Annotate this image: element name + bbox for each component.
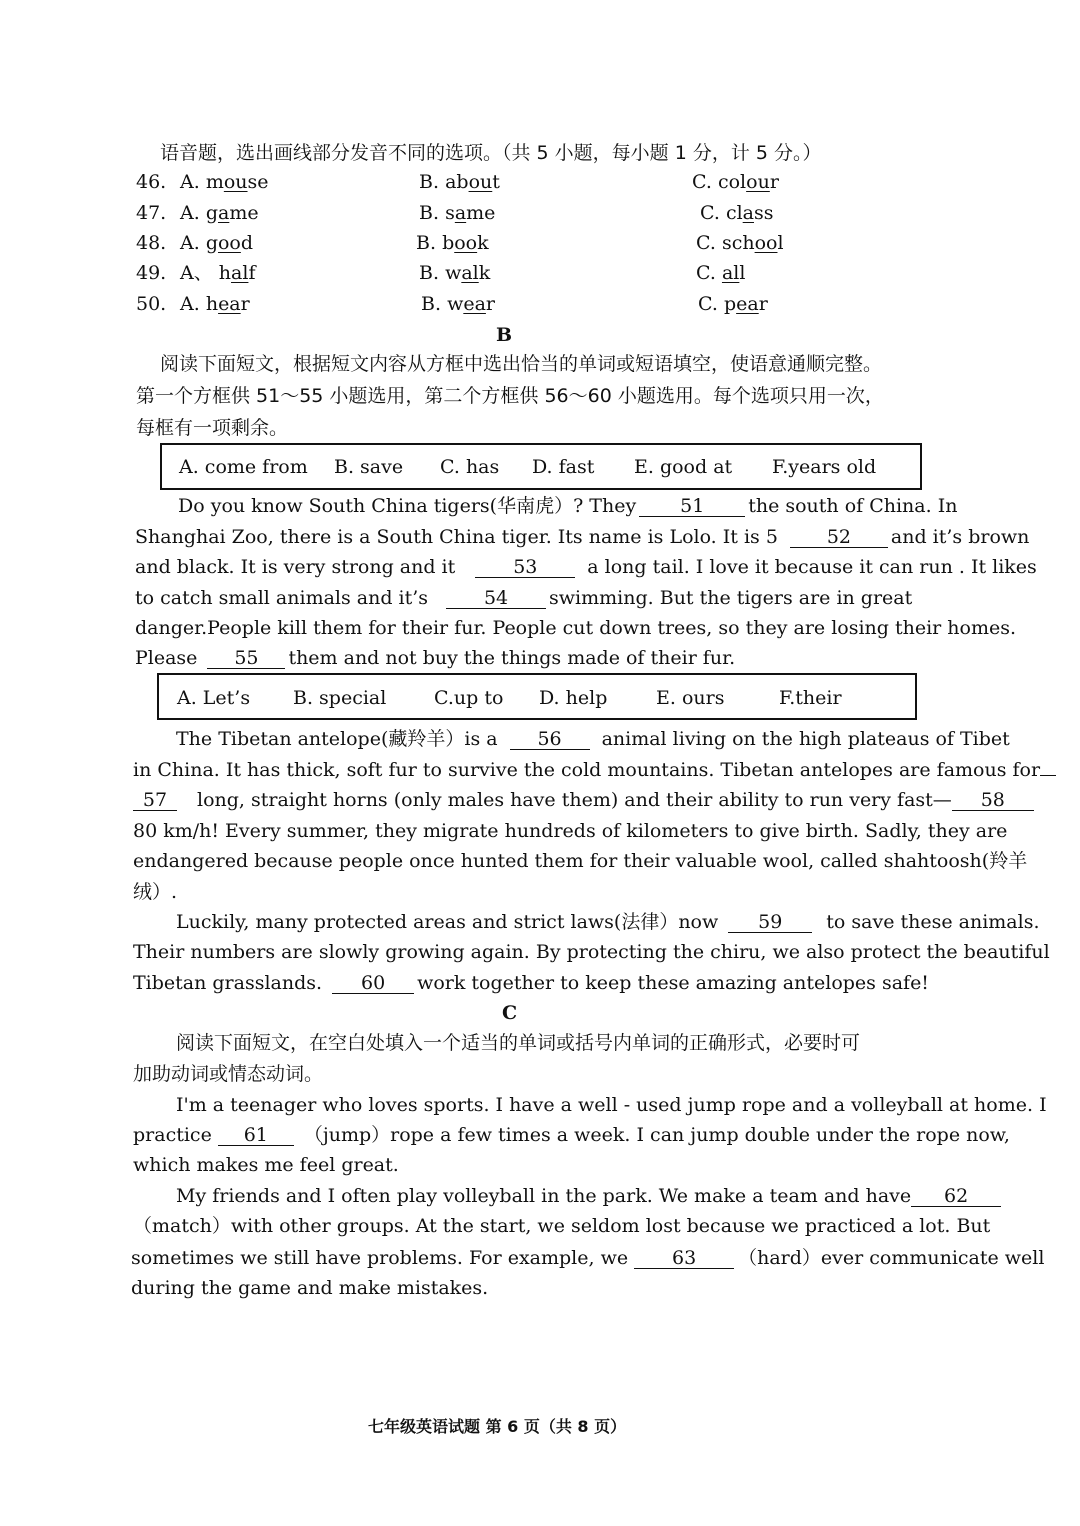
- passage-line: The Tibetan antelope(藏羚羊）is a 56 animal living on the high plateaus of Tibet: [176, 728, 1010, 750]
- option-a: A. hear: [180, 293, 250, 315]
- section-c-title: C: [502, 1002, 518, 1024]
- blank-57-lead: [1040, 775, 1056, 776]
- passage-line: I'm a teenager who loves sports. I have a well - used jump rope and a volleyball at home. I: [176, 1094, 1047, 1116]
- option-a: A. mouse: [180, 171, 269, 193]
- section-b-title: B: [496, 324, 513, 346]
- question-number: 50.: [136, 293, 167, 315]
- word-box-2: [157, 673, 917, 720]
- box1-option-e: E. good at: [634, 456, 733, 478]
- passage-line: 80 km/h! Every summer, they migrate hundreds of kilometers to give birth. Sadly, they are: [133, 820, 1008, 842]
- blank-58[interactable]: 58: [952, 790, 1034, 811]
- option-b: B. book: [416, 232, 489, 254]
- passage-line: Tibetan grasslands. 60 work together to keep these amazing antelopes safe!: [133, 972, 929, 994]
- blank-62[interactable]: 62: [911, 1186, 1001, 1207]
- passage-line: Luckily, many protected areas and strict laws(法律）now 59 to save these animals.: [176, 911, 1040, 933]
- passage-line: Shanghai Zoo, there is a South China tiger. Its name is Lolo. It is 5 52 and it’s brown: [135, 526, 1030, 548]
- word-box-1: [160, 443, 922, 490]
- passage-line: practice 61 （jump）rope a few times a week. I can jump double under the rope now,: [133, 1124, 1010, 1146]
- option-a: A. game: [180, 202, 259, 224]
- blank-53[interactable]: 53: [475, 557, 575, 578]
- box2-option-e: E. ours: [656, 687, 725, 709]
- blank-63[interactable]: 63: [634, 1248, 734, 1269]
- passage-line: 绒）.: [133, 881, 178, 903]
- passage-line: to catch small animals and it’s 54 swimming. But the tigers are in great: [135, 587, 913, 609]
- option-c: C. school: [696, 232, 784, 254]
- passage-line: danger.People kill them for their fur. People cut down trees, so they are losing their homes.: [135, 617, 1017, 639]
- blank-61[interactable]: 61: [218, 1125, 294, 1146]
- option-b: B. wear: [421, 293, 495, 315]
- box2-option-f: F.their: [779, 687, 842, 709]
- box2-option-c: C.up to: [434, 687, 504, 709]
- box2-option-a: A. Let’s: [177, 687, 251, 709]
- question-number: 48.: [136, 232, 167, 254]
- passage-line: which makes me feel great.: [133, 1154, 399, 1176]
- section-c-instruction-2: 加助动词或情态动词。: [133, 1063, 324, 1085]
- page-footer: 七年级英语试题 第 6 页（共 8 页）: [368, 1417, 627, 1436]
- box1-option-d: D. fast: [532, 456, 595, 478]
- passage-line: 57 long, straight horns (only males have them) and their ability to run very fast— 58: [133, 788, 1034, 812]
- question-number: 49.: [136, 262, 167, 284]
- passage-line: Do you know South China tigers(华南虎）? They 51 the south of China. In: [178, 495, 958, 517]
- passage-line: endangered because people once hunted them for their valuable wool, called shahtoosh(羚羊: [133, 850, 1028, 872]
- box1-option-b: B. save: [334, 456, 404, 478]
- blank-55[interactable]: 55: [207, 648, 285, 669]
- passage-line: during the game and make mistakes.: [131, 1277, 489, 1299]
- blank-57[interactable]: 57: [133, 790, 177, 811]
- option-a: A. good: [180, 232, 254, 254]
- passage-line: My friends and I often play volleyball in the park. We make a team and have 62: [176, 1184, 1001, 1208]
- option-b: B. about: [419, 171, 500, 193]
- passage-line: and black. It is very strong and it 53 a long tail. I love it because it can run . It likes: [135, 556, 1037, 578]
- section-b-instruction-3: 每框有一项剩余。: [136, 417, 289, 439]
- passage-line: （match）with other groups. At the start, we seldom lost because we practiced a lot. But: [133, 1215, 991, 1237]
- option-b: B. walk: [419, 262, 491, 284]
- section-b-instruction-2: 第一个方框供 51～55 小题选用，第二个方框供 56～60 小题选用。每个选项只用一次，: [136, 385, 884, 407]
- section-c-instruction-1: 阅读下面短文，在空白处填入一个适当的单词或括号内单词的正确形式，必要时可: [176, 1032, 861, 1054]
- question-number: 47.: [136, 202, 167, 224]
- question-number: 46.: [136, 171, 167, 193]
- blank-52[interactable]: 52: [790, 527, 888, 548]
- passage-line: Please 55 them and not buy the things made of their fur.: [135, 647, 736, 669]
- option-c: C. all: [696, 262, 746, 284]
- section-b-instruction-1: 阅读下面短文，根据短文内容从方框中选出恰当的单词或短语填空，使语意通顺完整。: [160, 353, 883, 375]
- box1-option-a: A. come from: [179, 456, 308, 478]
- box1-option-f: F.years old: [772, 456, 877, 478]
- blank-56[interactable]: 56: [510, 729, 590, 750]
- option-a: A、 half: [180, 262, 256, 284]
- box1-option-c: C. has: [440, 456, 500, 478]
- box2-option-d: D. help: [539, 687, 608, 709]
- passage-line: sometimes we still have problems. For example, we 63 （hard）ever communicate well: [131, 1247, 1045, 1269]
- blank-60[interactable]: 60: [332, 973, 414, 994]
- option-c: C. pear: [698, 293, 768, 315]
- option-b: B. same: [419, 202, 496, 224]
- section-a-instruction: 语音题，选出画线部分发音不同的选项。（共 5 小题，每小题 1 分，计 5 分。）: [160, 142, 822, 164]
- option-c: C. colour: [692, 171, 779, 193]
- passage-line: in China. It has thick, soft fur to survive the cold mountains. Tibetan antelopes are famous for: [133, 758, 1056, 782]
- box2-option-b: B. special: [293, 687, 387, 709]
- blank-54[interactable]: 54: [446, 588, 546, 609]
- option-c: C. class: [700, 202, 774, 224]
- blank-51[interactable]: 51: [639, 496, 745, 517]
- blank-59[interactable]: 59: [728, 912, 812, 933]
- passage-line: Their numbers are slowly growing again. By protecting the chiru, we also protect the beautiful: [133, 941, 1050, 963]
